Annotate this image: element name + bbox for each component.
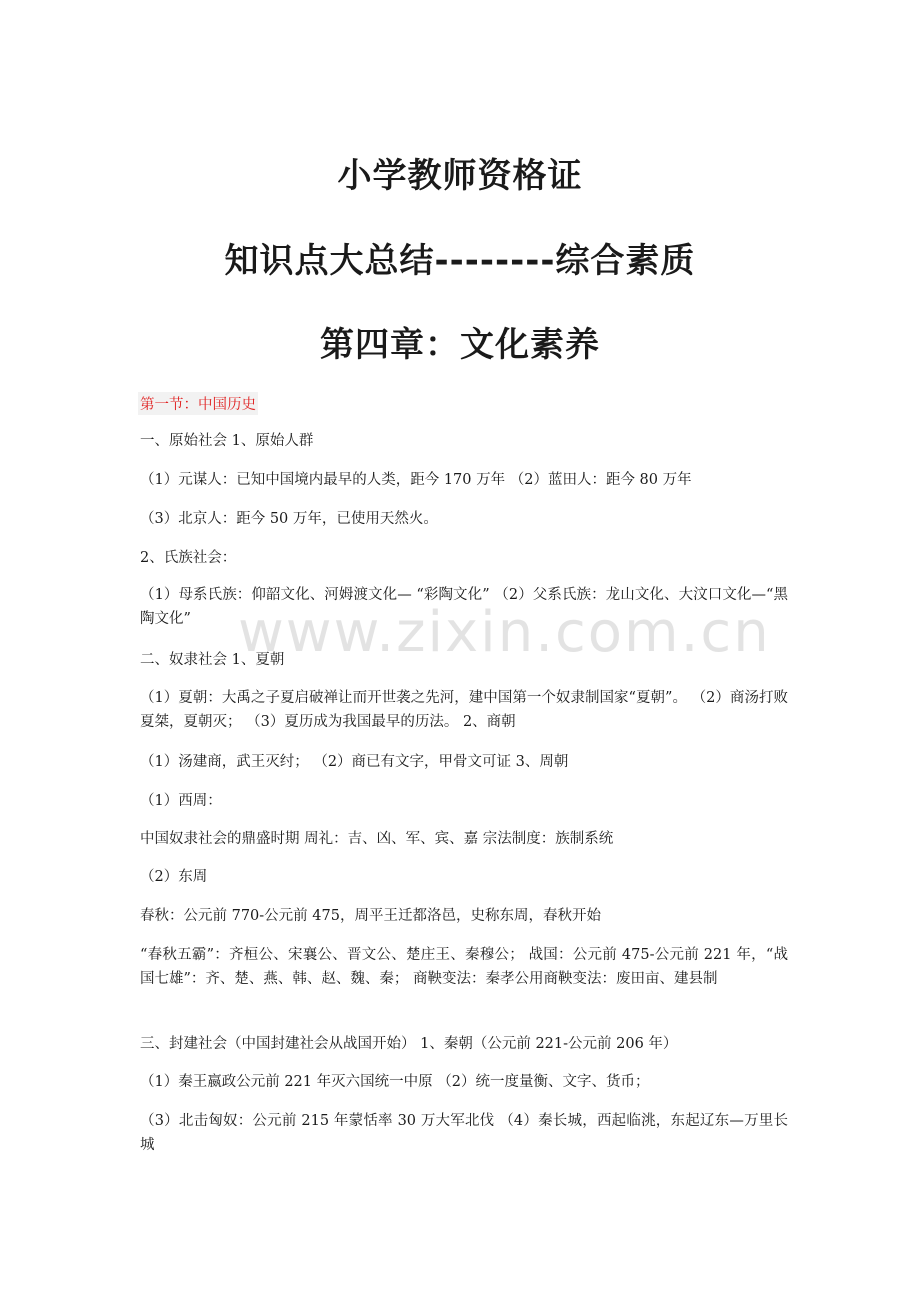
chapter-title: 第四章：文化素养 — [320, 325, 600, 365]
paragraph: （1）秦王嬴政公元前 221 年灭六国统一中原 （2）统一度量衡、文字、货币； — [140, 1074, 650, 1090]
paragraph: 春秋：公元前 770-公元前 475，周平王迁都洛邑，史称东周，春秋开始 — [140, 908, 601, 924]
watermark: www.zixin.com.cn — [238, 600, 771, 665]
document-subtitle: 知识点大总结--------综合素质 — [224, 241, 696, 281]
paragraph: 三、封建社会（中国封建社会从战国开始） 1、秦朝（公元前 221-公元前 206 年） — [140, 1036, 678, 1052]
paragraph: （2）东周 — [140, 869, 208, 885]
paragraph: （1）西周： — [140, 793, 222, 809]
paragraph: 中国奴隶社会的鼎盛时期 周礼：吉、凶、军、宾、嘉 宗法制度：族制系统 — [140, 831, 614, 847]
paragraph: 2、氏族社会： — [140, 550, 237, 566]
paragraph: （3）北京人：距今 50 万年，已使用天然火。 — [140, 511, 438, 527]
paragraph: （1）母系氏族：仰韶文化、河姆渡文化— “彩陶文化” （2）父系氏族：龙山文化、大汶口文化—“黑陶文化” — [140, 587, 788, 627]
paragraph: （1）汤建商，武王灭纣； （2）商已有文字，甲骨文可证 3、周朝 — [140, 754, 569, 770]
paragraph: 二、奴隶社会 1、夏朝 — [140, 652, 285, 668]
paragraph: 一、原始社会 1、原始人群 — [140, 433, 314, 449]
paragraph: （3）北击匈奴：公元前 215 年蒙恬率 30 万大军北伐 （4）秦长城，西起临洮，东起辽东—万里长城 — [140, 1113, 788, 1153]
paragraph: （1）夏朝：大禹之子夏启破禅让而开世袭之先河，建中国第一个奴隶制国家“夏朝”。 （2）商汤打败夏桀，夏朝灭； （3）夏历成为我国最早的历法。 2、商朝 — [140, 690, 788, 730]
document-title: 小学教师资格证 — [337, 156, 583, 196]
section-heading: 第一节：中国历史 — [138, 392, 258, 415]
paragraph: （1）元谋人：已知中国境内最早的人类，距今 170 万年 （2）蓝田人：距今 80 万年 — [140, 472, 692, 488]
paragraph: “春秋五霸”：齐桓公、宋襄公、晋文公、楚庄王、秦穆公； 战国：公元前 475-公元前 221 年，“战国七雄”：齐、楚、燕、韩、赵、魏、秦； 商鞅变法：秦孝公用商鞅变法：废田亩、建县制 — [140, 947, 788, 987]
